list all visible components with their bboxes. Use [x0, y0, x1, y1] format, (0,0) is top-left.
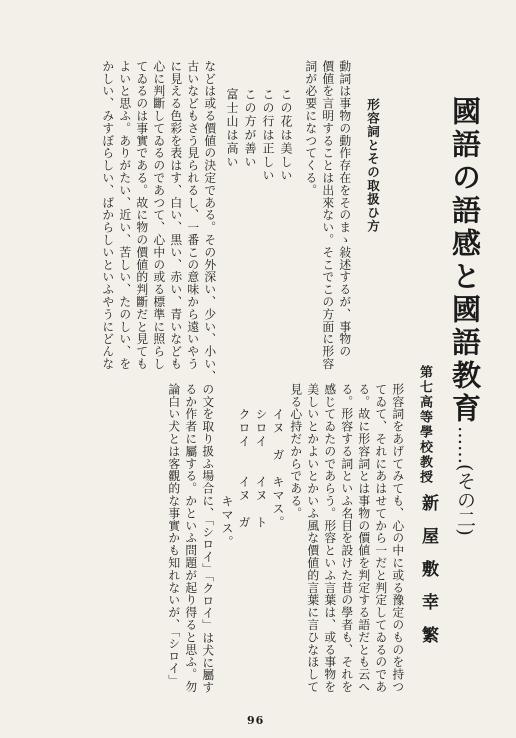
text-column: るか作者に屬する。かといふ問題が起り得ると思ふ。勿	[183, 383, 198, 693]
author-name: 新屋敷幸繁	[418, 494, 438, 659]
text-column: 見る心持だからである。	[288, 383, 303, 520]
text-column: る。形容する詞といふ名目を設けた昔の學者も、それを	[339, 383, 354, 693]
text-column: 美しいとかよいとかいふ風な價値的言葉に言ひなほして	[305, 383, 320, 693]
text-column: よいと思ふ。ありがたい、近い、苦しい、たのしい、を	[117, 60, 132, 370]
text-column: 價値を言明することは出來ない。そこでこの方面に形容	[320, 60, 335, 370]
text-column: などは或る價値の決定である。その外深い、少い、小い、	[202, 60, 217, 383]
page-number: 96	[247, 714, 265, 727]
article-title	[448, 96, 482, 536]
author-affiliation: 第七高等學校教授	[417, 365, 432, 485]
example-sentence	[280, 88, 292, 183]
text-column: 論白い犬とは客觀的な事實かも知れないが、「シロイ」	[166, 383, 181, 688]
section-heading: 形容詞とその取扱ひ方	[365, 98, 381, 233]
text-column: 心に判斷してゐるのであつて、心中の或る標準に照らし	[151, 60, 166, 370]
text-column: 詞が必要になつてくる。	[303, 60, 318, 197]
article-title-main: 國語の語感と國語教育	[448, 96, 482, 426]
text-column: かしい、みすぼらしい、ばからしいといふやうにどんな	[100, 60, 115, 370]
text-column: 感じてゐたのであらう。形容といふ言葉は、或る事物を	[322, 383, 337, 693]
text-column: の文を取り扱ふ場合に、「シロイ」「クロイ」は犬に屬す	[200, 383, 215, 694]
example-sentence-text: この花は美しい	[279, 88, 293, 183]
text-column: る。故に形容詞とは事物の價値を判定する語だとも云へ	[356, 383, 371, 693]
article-title-sub: ……(その二)	[454, 426, 476, 536]
example-sentence: 富士山は高い	[225, 88, 239, 169]
text-column: 動詞は事物の動作存在をそのまゝ敍述するが、事物の	[337, 60, 352, 358]
example-line: キマス。	[220, 495, 234, 549]
example-sentence: この方が善い	[243, 88, 257, 169]
text-column: 古いなどもさう見られるし、一番この意味から遠いやう	[185, 60, 200, 370]
example-line: シロイ イヌ ト	[254, 408, 268, 530]
example-line: イヌ ガ キマス。	[271, 408, 285, 530]
text-column: てゐて、それにあはせてから一だと判定してゐるのであ	[373, 383, 388, 693]
text-column: に見える色彩を表はす、白い、黒い、赤い、青いなども	[168, 60, 183, 370]
text-column: てゐるのは事實である。故に物の價値的判斷だと見ても	[134, 60, 149, 370]
example-line: クロイ イヌ ガ	[237, 408, 251, 530]
example-sentence	[262, 88, 274, 183]
example-sentence-text: この行は正しい	[261, 88, 275, 183]
text-column: 形容詞をあげてみても、心の中に或る豫定のものを持つ	[390, 383, 405, 693]
